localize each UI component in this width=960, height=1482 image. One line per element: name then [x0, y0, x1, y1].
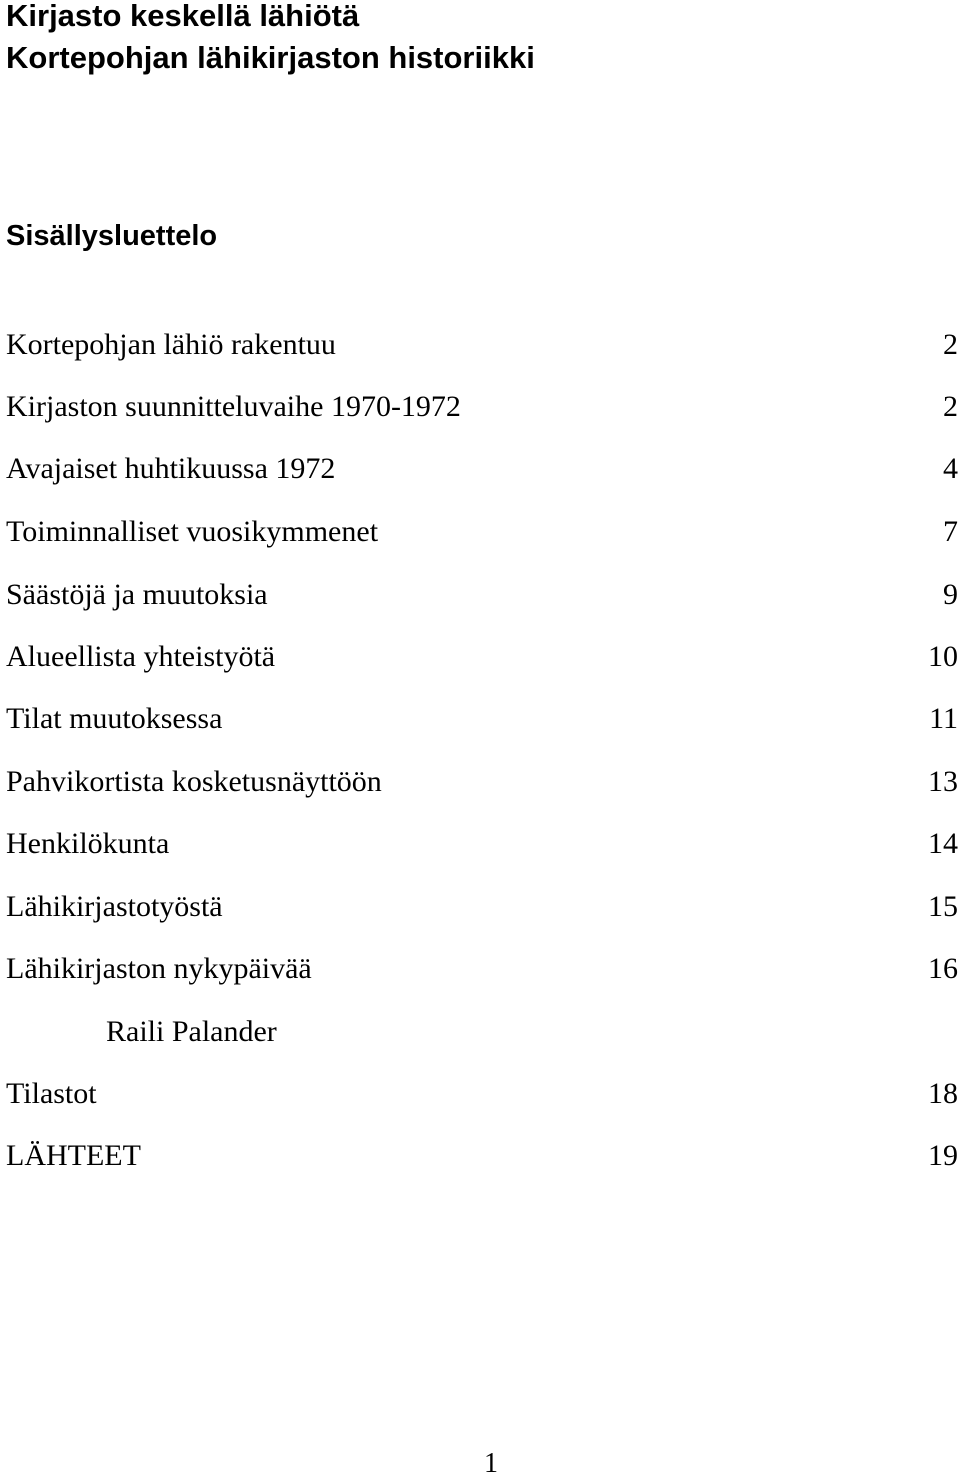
toc-entry-page: 7 [943, 515, 958, 548]
document-title: Kirjasto keskellä lähiötä [6, 0, 360, 33]
toc-entry-label: LÄHTEET [6, 1139, 141, 1172]
toc-entry-page: 9 [943, 578, 958, 611]
toc-entry-label: Alueellista yhteistyötä [6, 640, 276, 673]
toc-entry-page: 2 [943, 328, 958, 361]
document-subtitle: Kortepohjan lähikirjaston historiikki [6, 40, 535, 75]
page-number: 1 [484, 1448, 498, 1479]
toc-entry-page: 4 [943, 452, 958, 485]
toc-entry-page: 2 [943, 390, 958, 423]
toc-entry [0, 387, 960, 427]
toc-entry-label: Henkilökunta [6, 827, 170, 860]
toc-entry-label: Säästöjä ja muutoksia [6, 578, 268, 611]
toc-entry-label: Kirjaston suunnitteluvaihe 1970-1972 [6, 390, 461, 423]
toc-entry-page: 13 [928, 765, 958, 798]
toc-entry [0, 575, 960, 615]
toc-entry-label: Lähikirjastotyöstä [6, 890, 223, 923]
toc-entry [0, 1074, 960, 1114]
toc-entry [0, 887, 960, 927]
toc-entry-page: 15 [928, 890, 958, 923]
toc-entry-label: Tilastot [6, 1077, 97, 1110]
toc-heading: Sisällysluettelo [6, 220, 218, 252]
toc-entry-label: Avajaiset huhtikuussa 1972 [6, 452, 336, 485]
author-name: Raili Palander [106, 1015, 277, 1048]
toc-entry [0, 637, 960, 677]
toc-entry [0, 762, 960, 802]
toc-entry-label: Pahvikortista kosketusnäyttöön [6, 765, 382, 798]
toc-entry-label: Kortepohjan lähiö rakentuu [6, 328, 336, 361]
toc-entry-page: 18 [928, 1077, 958, 1110]
toc-entry-page: 11 [929, 702, 958, 735]
toc-entry [0, 699, 960, 739]
toc-entry-page: 19 [928, 1139, 958, 1172]
toc-entry [0, 1136, 960, 1176]
toc-entry [0, 325, 960, 365]
toc-entry-label: Lähikirjaston nykypäivää [6, 952, 312, 985]
toc-entry [0, 512, 960, 552]
toc-entry [0, 449, 960, 489]
toc-entry [0, 824, 960, 864]
toc-entry-label: Tilat muutoksessa [6, 702, 223, 735]
toc-entry-page: 14 [928, 827, 958, 860]
toc-entry-page: 10 [928, 640, 958, 673]
toc-entry-label: Toiminnalliset vuosikymmenet [6, 515, 379, 548]
toc-entry-page: 16 [928, 952, 958, 985]
toc-entry [0, 949, 960, 989]
